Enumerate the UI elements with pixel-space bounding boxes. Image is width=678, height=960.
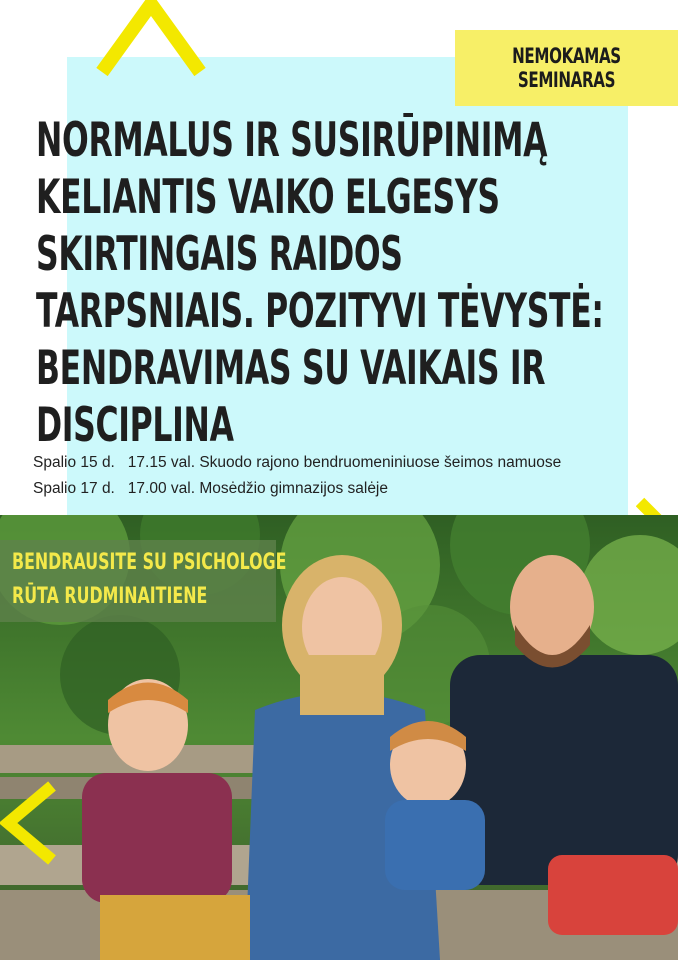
schedule-row: [33, 450, 633, 476]
badge-line-2: SEMINARAS: [517, 68, 616, 92]
badge-text: [512, 44, 621, 92]
psychologist-line-1: BENDRAUSITE SU PSICHOLOGE: [12, 550, 287, 575]
schedule-date: Spalio 15 d.: [33, 454, 115, 471]
title-line: KELIANTIS VAIKO ELGESYS: [36, 170, 500, 225]
title-line: SKIRTINGAIS RAIDOS: [36, 227, 403, 282]
seminar-title: [36, 112, 612, 454]
schedule-row: [33, 476, 633, 502]
title-line: NORMALUS IR SUSIRŪPINIMĄ: [36, 113, 548, 168]
schedule-place: Mosėdžio gimnazijos salėje: [199, 480, 388, 497]
free-seminar-badge: [455, 30, 678, 106]
title-line: BENDRAVIMAS SU VAIKAIS IR: [36, 341, 546, 396]
title-line: TARPSNIAIS. POZITYVI TĖVYSTĖ:: [36, 284, 604, 339]
schedule-date: Spalio 17 d.: [33, 480, 115, 497]
title-line: DISCIPLINA: [36, 398, 234, 453]
badge-line-1: NEMOKAMAS: [512, 44, 621, 68]
schedule-time: 17.15 val.: [127, 454, 196, 471]
schedule: [33, 450, 633, 502]
chevron-up-icon: [96, 0, 206, 78]
psychologist-text: [12, 546, 286, 614]
schedule-time: 17.00 val.: [127, 480, 196, 497]
schedule-place: Skuodo rajono bendruomeniniuose šeimos namuose: [199, 454, 562, 471]
chevron-left-icon: [0, 780, 56, 866]
psychologist-name: RŪTA RUDMINAITIENE: [12, 584, 208, 609]
